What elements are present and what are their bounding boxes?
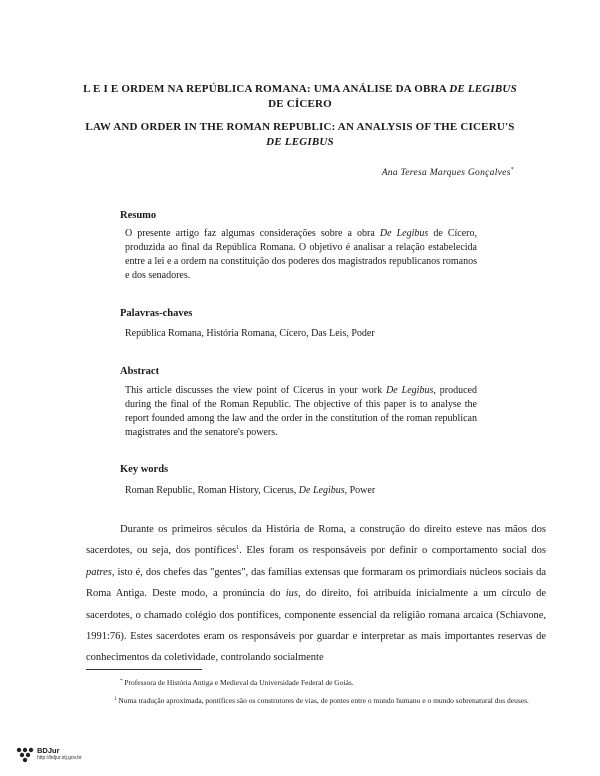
palavras-heading: Palavras-chaves xyxy=(120,308,193,319)
title-english: LAW AND ORDER IN THE ROMAN REPUBLIC: AN ANALYSIS OF THE CICERU'S DE LEGIBUS xyxy=(85,121,515,148)
logo-name: BDJur xyxy=(37,746,60,755)
logo-text xyxy=(37,747,82,761)
keywords-text: Roman Republic, Roman History, Cicerus, De Legibus, Power xyxy=(125,485,376,496)
footnote-author: * Professora de História Antiga e Medieval da Universidade Federal de Goiás. xyxy=(120,678,354,687)
resumo-text: O presente artigo faz algumas considerações sobre a obra De Legibus de Cícero, produzida ao final da República Romana. O objetivo é analisar a relação estabelecida entre a lei e a ordem na constituição dos poderes dos magistrados republicanos romanos e dos senadores. xyxy=(125,228,477,281)
footnote-divider xyxy=(86,669,202,670)
footnote-1: $^1$ Numa tradução aproximada, pontífices são os construtores de vias, de pontes entre o mundo humano e o mundo sobrenatural dos deuses. xyxy=(114,696,529,705)
title-portuguese: L E I E ORDEM NA REPÚBLICA ROMANA: UMA ANÁLISE DA OBRA DE LEGIBUS DE CÍCERO xyxy=(83,83,517,110)
abstract-text: This article discusses the view point of Cicerus in your work De Legibus, produced during the final of the Roman Republic. The objective of this paper is to analyse the report founded among the law and the order in the constitution of the roman republican magistrates and the senatore's powers. xyxy=(125,385,477,438)
logo-url[interactable]: http://bdjur.stj.gov.br xyxy=(37,755,82,761)
resumo-heading: Resumo xyxy=(120,210,157,221)
author-name: Ana Teresa Marques Gonçalves xyxy=(381,168,511,178)
body-paragraph: Durante os primeiros séculos da História de Roma, a construção do direito esteve nas mãos dos sacerdotes, ou seja, dos pontífices$^1$. Eles foram os responsáveis por definir o comportamento social dos patres, isto é, dos chefes das "gentes", das famílias extensas que formaram os primordiais núcleos sociais da Roma Antiga. Deste modo, a pronúncia do ius, do direito, foi atribuída inicialmente a um círculo de sacerdotes, o chamado colégio dos pontífices, componente essencial da religião romana arcaica (Schiavone, 1991:76). Estes sacerdotes eram os responsáveis por guardar e interpretar as mais importantes reservas de conhecimentos da coletividade, controlando socialmente xyxy=(86,524,546,664)
footnote-ref-1[interactable]: 1 xyxy=(236,545,240,552)
palavras-text: República Romana, História Romana, Cícero, Das Leis, Poder xyxy=(125,328,375,339)
bdjur-logo-icon xyxy=(14,746,36,769)
author-footnote-marker: * xyxy=(510,167,514,173)
author-line xyxy=(382,167,514,178)
keywords-heading: Key words xyxy=(120,464,169,475)
abstract-heading: Abstract xyxy=(120,366,160,377)
